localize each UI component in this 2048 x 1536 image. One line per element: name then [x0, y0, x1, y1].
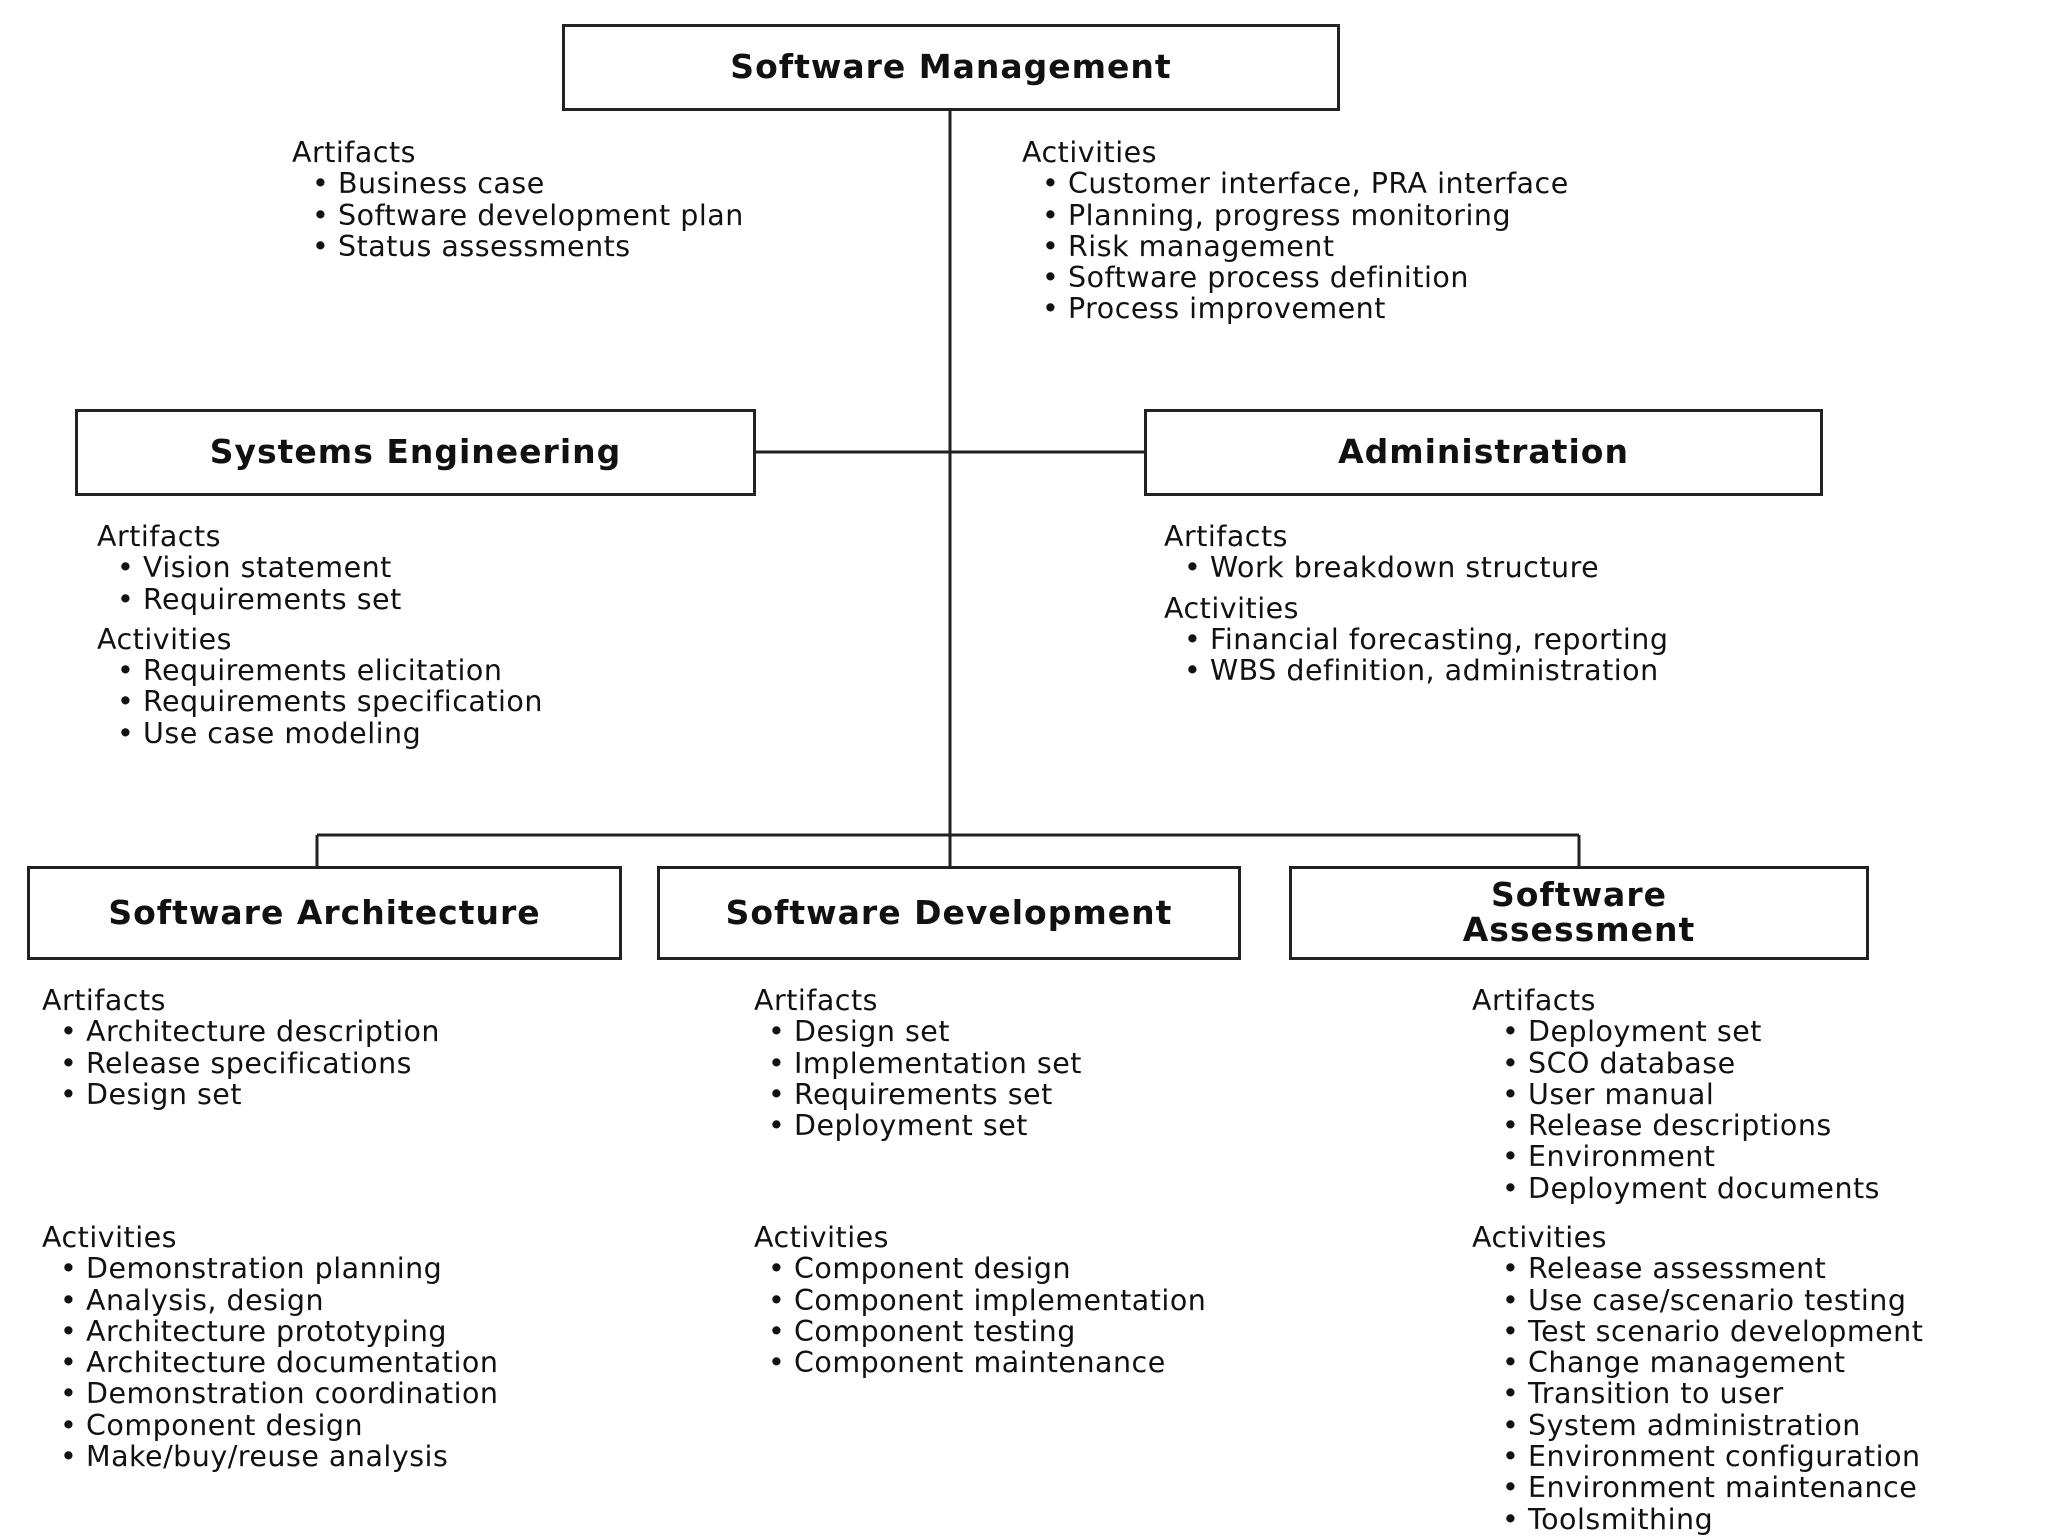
- node-label: Software Architecture: [108, 892, 541, 932]
- node-software-assessment: [1289, 866, 1869, 960]
- list-item: • Process improvement: [1042, 293, 1569, 324]
- list-item: • Deployment documents: [1502, 1173, 1880, 1204]
- list-item: • Requirements elicitation: [117, 655, 543, 686]
- list-item: • Requirements set: [768, 1079, 1082, 1110]
- list-item: • Transition to user: [1502, 1378, 1923, 1409]
- software-management-activities: [1022, 137, 1569, 325]
- activity-list: [1022, 168, 1569, 324]
- list-item: • Environment: [1502, 1141, 1880, 1172]
- list-item: • WBS definition, administration: [1184, 655, 1668, 686]
- list-item: • Test scenario development: [1502, 1316, 1923, 1347]
- artifact-list: [97, 552, 543, 615]
- activity-list: [42, 1253, 499, 1472]
- list-item: • Requirements set: [117, 584, 543, 615]
- list-item: • Component implementation: [768, 1285, 1206, 1316]
- list-item: • Change management: [1502, 1347, 1923, 1378]
- list-item: • Toolsmithing: [1502, 1504, 1923, 1535]
- list-item: • Architecture documentation: [60, 1347, 499, 1378]
- systems-engineering-details: [97, 521, 543, 749]
- list-item: • Customer interface, PRA interface: [1042, 168, 1569, 199]
- list-item: • Release assessment: [1502, 1253, 1923, 1284]
- list-item: • Design set: [60, 1079, 440, 1110]
- activity-list: [754, 1253, 1206, 1378]
- list-item: • Analysis, design: [60, 1285, 499, 1316]
- software-architecture-artifacts: [42, 985, 440, 1110]
- list-item: • Implementation set: [768, 1048, 1082, 1079]
- software-architecture-activities: [42, 1222, 499, 1472]
- artifacts-heading: Artifacts: [1472, 984, 1596, 1017]
- list-item: • SCO database: [1502, 1048, 1880, 1079]
- artifacts-heading: Artifacts: [754, 984, 878, 1017]
- node-software-architecture: [27, 866, 622, 960]
- list-item: • Use case modeling: [117, 718, 543, 749]
- artifacts-heading: Artifacts: [292, 136, 416, 169]
- list-item: • Business case: [312, 168, 744, 199]
- node-systems-engineering: [75, 409, 756, 496]
- list-item: • Component design: [60, 1410, 499, 1441]
- node-software-management: [562, 24, 1340, 111]
- list-item: • Release specifications: [60, 1048, 440, 1079]
- node-label-line-1: Software: [1491, 875, 1667, 915]
- software-assessment-activities: [1472, 1222, 1923, 1535]
- activities-heading: Activities: [1164, 591, 1300, 625]
- node-label: Software Management: [730, 47, 1172, 87]
- list-item: • Architecture prototyping: [60, 1316, 499, 1347]
- list-item: • User manual: [1502, 1079, 1880, 1110]
- list-item: • Financial forecasting, reporting: [1184, 624, 1668, 655]
- activities-heading: Activities: [754, 1221, 890, 1254]
- artifacts-heading: Artifacts: [42, 984, 166, 1017]
- list-item: • Demonstration planning: [60, 1253, 499, 1284]
- activity-list: [1164, 624, 1668, 687]
- artifact-list: [1164, 552, 1668, 583]
- node-label: Software Development: [725, 892, 1173, 932]
- activity-list: [97, 655, 543, 749]
- artifacts-heading: Artifacts: [97, 520, 221, 553]
- list-item: • Component maintenance: [768, 1347, 1206, 1378]
- list-item: • Make/buy/reuse analysis: [60, 1441, 499, 1472]
- artifact-list: [42, 1016, 440, 1110]
- list-item: • Work breakdown structure: [1184, 552, 1668, 583]
- node-label: Administration: [1338, 432, 1629, 472]
- list-item: • Risk management: [1042, 231, 1569, 262]
- list-item: • Use case/scenario testing: [1502, 1285, 1923, 1316]
- activity-list: [1472, 1253, 1923, 1535]
- node-software-development: [657, 866, 1241, 960]
- activities-heading: Activities: [1472, 1221, 1608, 1254]
- list-item: • Environment maintenance: [1502, 1472, 1923, 1503]
- list-item: • Status assessments: [312, 231, 744, 262]
- list-item: • Planning, progress monitoring: [1042, 200, 1569, 231]
- list-item: • Requirements specification: [117, 686, 543, 717]
- artifact-list: [754, 1016, 1082, 1141]
- software-development-activities: [754, 1222, 1206, 1378]
- list-item: • Software development plan: [312, 200, 744, 231]
- software-assessment-artifacts: [1472, 985, 1880, 1204]
- software-development-artifacts: [754, 985, 1082, 1141]
- activities-heading: Activities: [42, 1221, 178, 1254]
- list-item: • Vision statement: [117, 552, 543, 583]
- list-item: • Demonstration coordination: [60, 1378, 499, 1409]
- list-item: • Software process definition: [1042, 262, 1569, 293]
- list-item: • Architecture description: [60, 1016, 440, 1047]
- list-item: • Release descriptions: [1502, 1110, 1880, 1141]
- artifact-list: [1472, 1016, 1880, 1204]
- software-management-artifacts: [292, 137, 744, 262]
- list-item: • Environment configuration: [1502, 1441, 1923, 1472]
- node-label-line-2: Assessment: [1462, 910, 1696, 949]
- list-item: • Component testing: [768, 1316, 1206, 1347]
- artifact-list: [292, 168, 744, 262]
- list-item: • Component design: [768, 1253, 1206, 1284]
- administration-details: [1164, 521, 1668, 686]
- activities-heading: Activities: [1022, 136, 1158, 169]
- node-administration: [1144, 409, 1823, 496]
- list-item: • System administration: [1502, 1410, 1923, 1441]
- list-item: • Deployment set: [1502, 1016, 1880, 1047]
- list-item: • Design set: [768, 1016, 1082, 1047]
- list-item: • Deployment set: [768, 1110, 1082, 1141]
- node-label: Systems Engineering: [209, 432, 622, 472]
- activities-heading: Activities: [97, 622, 233, 656]
- artifacts-heading: Artifacts: [1164, 520, 1288, 553]
